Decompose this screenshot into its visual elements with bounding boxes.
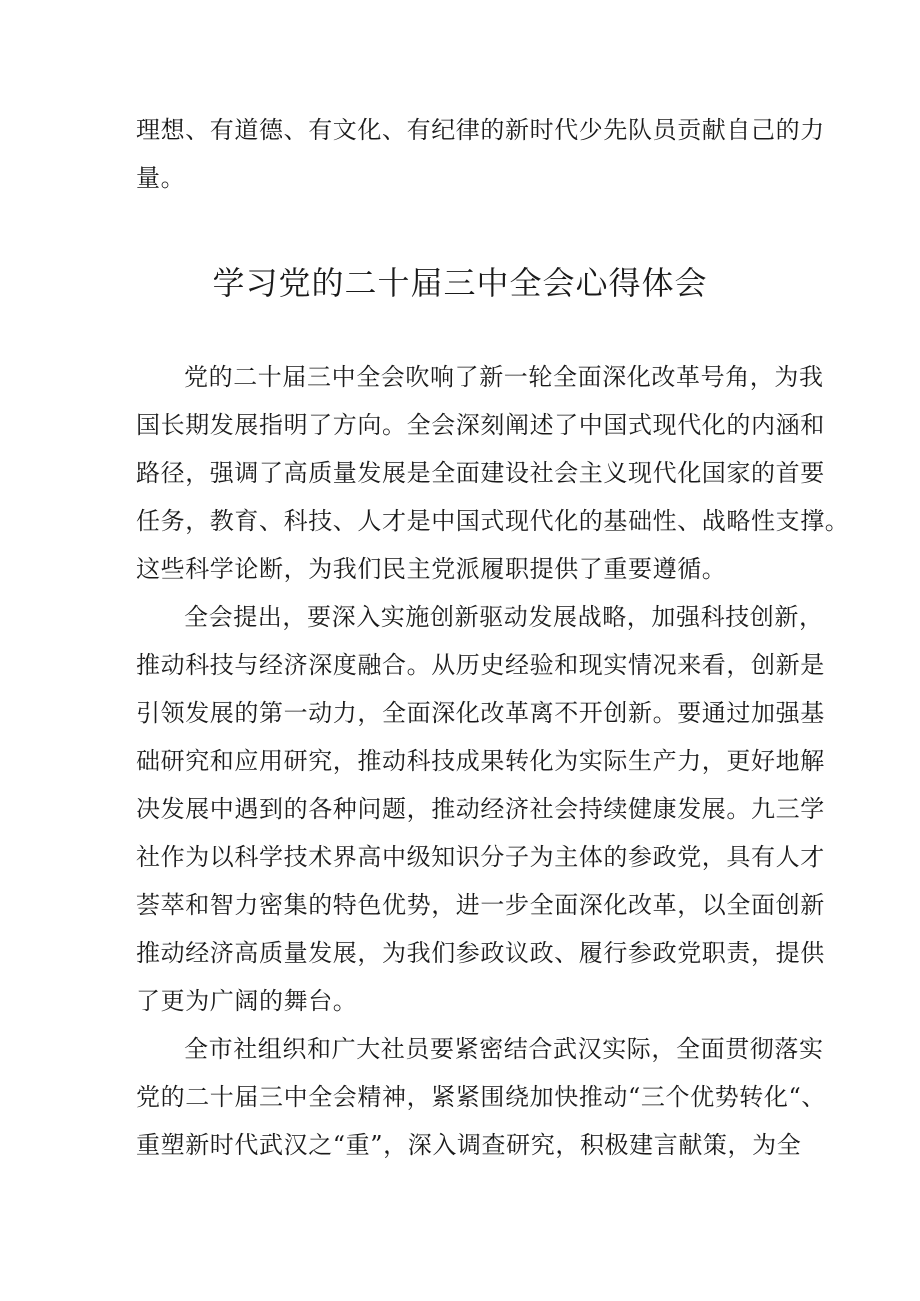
paragraph-line: 决发展中遇到的各种问题，推动经济社会持续健康发展。九三学 [136, 795, 825, 823]
intro-line: 量。 [136, 164, 186, 192]
paragraph-line: 国长期发展指明了方向。全会深刻阐述了中国式现代化的内涵和 [136, 411, 825, 439]
paragraph-line: 重塑新时代武汉之“重”，深入调查研究，积极建言献策，为全 [136, 1131, 802, 1159]
intro-line: 理想、有道德、有文化、有纪律的新时代少先队员贡献自己的力 [136, 116, 825, 144]
paragraph-line: 荟萃和智力密集的特色优势，进一步全面深化改革，以全面创新 [136, 891, 825, 919]
paragraph-line: 础研究和应用研究，推动科技成果转化为实际生产力，更好地解 [136, 747, 825, 775]
paragraph-line: 引领发展的第一动力，全面深化改革离不开创新。要通过加强基 [136, 699, 825, 727]
paragraph-line: 推动经济高质量发展，为我们参政议政、履行参政党职责，提供 [136, 939, 825, 967]
paragraph-line: 推动科技与经济深度融合。从历史经验和现实情况来看，创新是 [136, 651, 825, 679]
document-title: 学习党的二十届三中全会心得体会 [212, 264, 708, 302]
paragraph-line: 全会提出，要深入实施创新驱动发展战略，加强科技创新， [184, 603, 824, 631]
paragraph-line: 社作为以科学技术界高中级知识分子为主体的参政党，具有人才 [136, 843, 825, 871]
paragraph-line: 全市社组织和广大社员要紧密结合武汉实际，全面贯彻落实 [184, 1035, 824, 1063]
paragraph-line: 这些科学论断，为我们民主党派履职提供了重要遵循。 [136, 555, 727, 583]
paragraph-line: 党的二十届三中全会吹响了新一轮全面深化改革号角，为我 [184, 363, 824, 391]
paragraph-line: 党的二十届三中全会精神，紧紧围绕加快推动“三个优势转化“、 [136, 1083, 826, 1111]
paragraph-line: 任务，教育、科技、人才是中国式现代化的基础性、战略性支撑。 [136, 507, 850, 535]
paragraph-line: 了更为广阔的舞台。 [136, 987, 358, 1015]
paragraph-line: 路径，强调了高质量发展是全面建设社会主义现代化国家的首要 [136, 459, 825, 487]
